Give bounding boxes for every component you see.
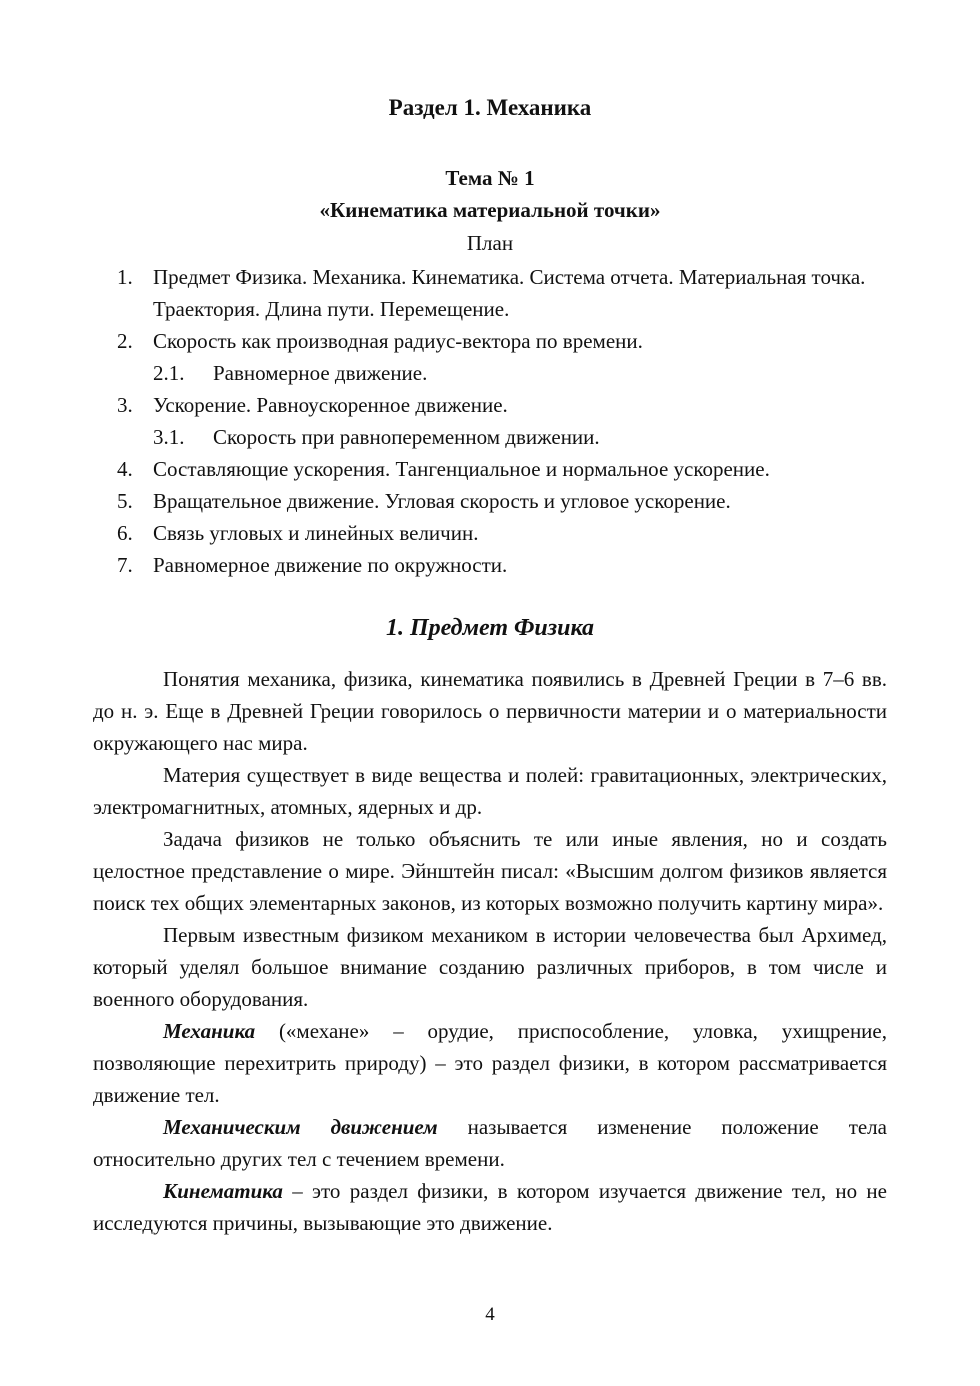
- plan-item-text: Равномерное движение по окружности.: [153, 553, 508, 577]
- paragraph-text: Материя существует в виде вещества и полей: гравитационных, электрических, электромагнитных, атомных, ядерных и др.: [93, 763, 887, 819]
- plan-item-text: Равномерное движение.: [213, 361, 428, 385]
- plan-list: [117, 261, 897, 581]
- topic-number: Тема № 1: [445, 166, 535, 190]
- plan-item-4: [117, 453, 897, 485]
- plan-item-text: Вращательное движение. Угловая скорость и угловое ускорение.: [153, 489, 731, 513]
- plan-item-text: Скорость при равнопеременном движении.: [213, 425, 600, 449]
- plan-item-number: 5.: [117, 489, 133, 513]
- paragraph-definition: [93, 1015, 887, 1111]
- paragraph-text: Понятия механика, физика, кинематика появились в Древней Греции в 7–6 вв. до н. э. Еще в Древней Греции говорилось о первичности материи и о материальности окружающего нас мира.: [93, 667, 887, 755]
- paragraph-definition: [93, 1175, 887, 1239]
- section-title: Раздел 1. Механика: [388, 95, 592, 120]
- paragraph: [93, 759, 887, 823]
- term-kinematics: Кинематика: [163, 1179, 283, 1203]
- plan-item-number: 2.1.: [153, 361, 185, 385]
- chapter-title: 1. Предмет Физика: [385, 615, 595, 641]
- plan-item-number: 7.: [117, 553, 133, 577]
- plan-item-number: 3.1.: [153, 425, 185, 449]
- plan-item-text: Составляющие ускорения. Тангенциальное и нормальное ускорение.: [153, 457, 770, 481]
- plan-item-text: Скорость как производная радиус-вектора по времени.: [153, 329, 643, 353]
- body-text: [93, 663, 887, 1239]
- plan-item-text: Связь угловых и линейных величин.: [153, 521, 479, 545]
- plan-item-number: 3.: [117, 393, 133, 417]
- plan-item-6: [117, 517, 897, 549]
- plan-item-number: 2.: [117, 329, 133, 353]
- plan-item-number: 1.: [117, 265, 133, 289]
- term-mechanical-motion: Механическим движением: [163, 1115, 438, 1139]
- topic-name: «Кинематика материальной точки»: [319, 198, 661, 222]
- paragraph-text: Задача физиков не только объяснить те или иные явления, но и создать целостное представление о мире. Эйнштейн писал: «Высшим долгом физиков является поиск тех общих элементарных законов, из которых возможно получить картину мира».: [93, 827, 887, 915]
- paragraph-text: – это раздел физики, в котором изучается движение тел, но не исследуются причины, вызывающие это движение.: [93, 1179, 887, 1235]
- plan-item-5: [117, 485, 897, 517]
- plan-item-2: [117, 325, 897, 357]
- paragraph-definition: [93, 1111, 887, 1175]
- page-number: 4: [485, 1304, 495, 1325]
- plan-subitem-3-1: [117, 421, 897, 453]
- plan-item-text: Предмет Физика. Механика. Кинематика. Система отчета. Материальная точка. Траектория. Длина пути. Перемещение.: [153, 265, 866, 321]
- plan-item-number: 4.: [117, 457, 133, 481]
- paragraph: [93, 919, 887, 1015]
- plan-item-1: [117, 261, 897, 325]
- paragraph-text: называется изменение положение тела относительно других тел с течением времени.: [93, 1115, 887, 1171]
- paragraph: [93, 663, 887, 759]
- plan-subitem-2-1: [117, 357, 897, 389]
- paragraph-text: («механе» – орудие, приспособление, уловка, ухищрение, позволяющие перехитрить природу) – это раздел физики, в котором рассматривается движение тел.: [93, 1019, 887, 1107]
- plan-item-number: 6.: [117, 521, 133, 545]
- plan-item-7: [117, 549, 897, 581]
- plan-label: План: [466, 231, 514, 255]
- term-mechanics: Механика: [163, 1019, 256, 1043]
- paragraph-text: Первым известным физиком механиком в истории человечества был Архимед, который уделял большое внимание созданию различных приборов, в том числе и военного оборудования.: [93, 923, 887, 1011]
- plan-item-3: [117, 389, 897, 421]
- plan-item-text: Ускорение. Равноускоренное движение.: [153, 393, 508, 417]
- paragraph: [93, 823, 887, 919]
